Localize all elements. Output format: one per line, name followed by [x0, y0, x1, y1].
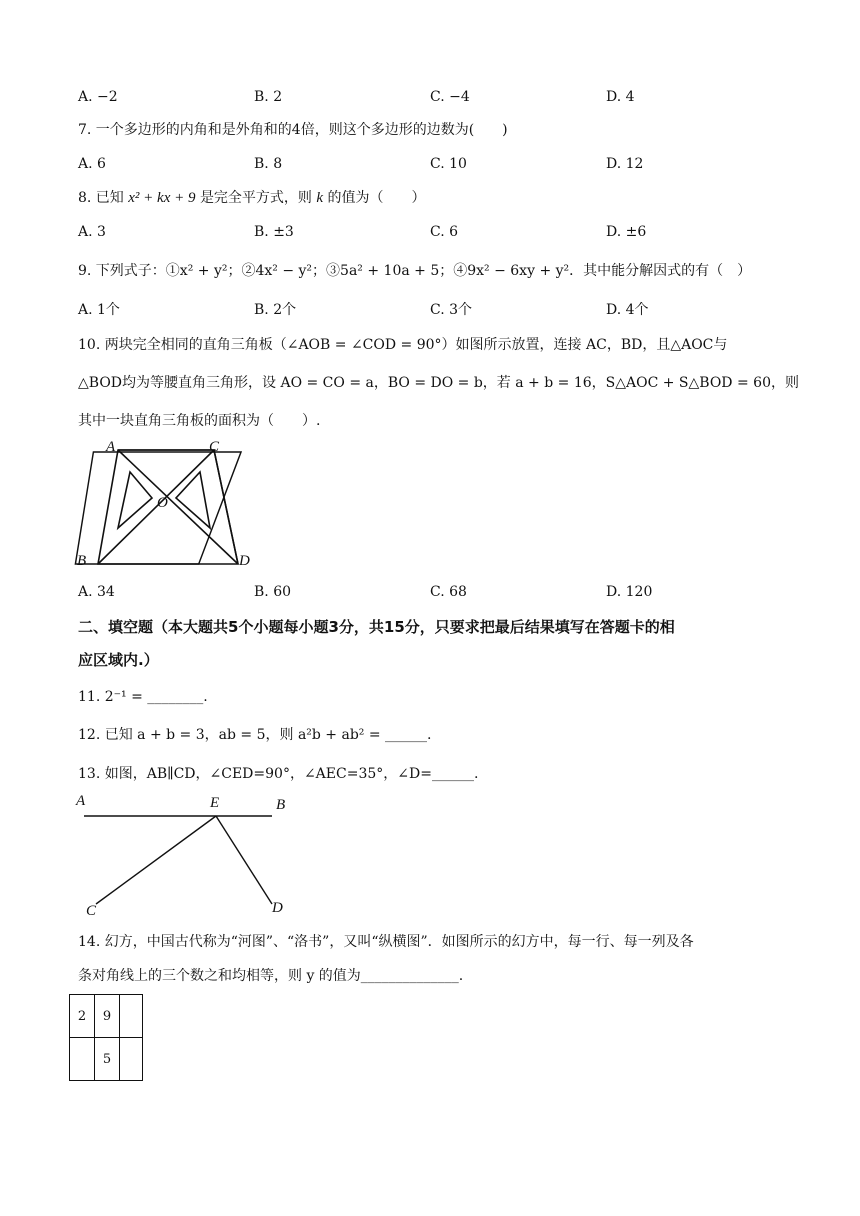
q10-label-b: B: [77, 553, 87, 569]
q10-triangle-figure: [74, 436, 264, 576]
q13-parallel-lines-figure: [78, 794, 298, 916]
q6-option-c: C. −4: [430, 89, 470, 105]
q8-option-d: D. ±6: [606, 224, 647, 240]
magic-square-cell: [70, 1038, 95, 1081]
q7-option-a: A. 6: [78, 156, 106, 172]
q8-option-a: A. 3: [78, 224, 106, 240]
q6-option-a: A. −2: [78, 89, 118, 105]
q10-option-d: D. 120: [606, 584, 653, 600]
magic-square-cell: [120, 995, 143, 1038]
magic-square-cell: [120, 1038, 143, 1081]
q11-text: 11. 2⁻¹ = ________.: [78, 689, 208, 705]
q10-label-c: C: [209, 439, 220, 455]
magic-square-grid: [69, 994, 143, 1081]
q7-option-b: B. 8: [254, 156, 283, 172]
q9-option-d: D. 4个: [606, 302, 649, 318]
q8-option-b: B. ±3: [254, 224, 294, 240]
q10-label-a: A: [106, 439, 116, 455]
magic-square-row: [70, 1038, 143, 1081]
magic-square-cell: 2: [70, 995, 95, 1038]
q7-option-c: C. 10: [430, 156, 467, 172]
q8-stem: [78, 187, 426, 209]
q7-stem: 7. 一个多边形的内角和是外角和的4倍，则这个多边形的边数为( ): [78, 122, 508, 138]
q13-label-e: E: [210, 795, 220, 811]
q13-label-c: C: [86, 903, 97, 919]
q13-label-a: A: [76, 793, 86, 809]
q8-prefix: 8. 已知: [78, 190, 124, 206]
magic-square-cell: 9: [95, 995, 120, 1038]
q14-line-2: 条对角线上的三个数之和均相等，则 y 的值为______________.: [78, 968, 464, 984]
q10-label-d: D: [239, 553, 250, 569]
q8-option-c: C. 6: [430, 224, 459, 240]
q9-stem: 9. 下列式子：①x² + y²；②4x² − y²；③5a² + 10a + 5；④9x² − 6xy + y²．其中能分解因式的有（ ）: [78, 263, 752, 279]
magic-square-row: [70, 995, 143, 1038]
magic-square-cell: 5: [95, 1038, 120, 1081]
q12-text: 12. 已知 a + b = 3，ab = 5，则 a²b + ab² = ______.: [78, 727, 432, 743]
q10-line-2: △BOD均为等腰直角三角形，设 AO = CO = a，BO = DO = b，若 a + b = 16，S△AOC + S△BOD = 60，则: [78, 375, 799, 391]
section-2-heading-line-2: 应区域内.）: [78, 651, 159, 669]
q13-label-d: D: [272, 900, 283, 916]
q8-suffix: 的值为（ ）: [327, 190, 426, 206]
q7-option-d: D. 12: [606, 156, 644, 172]
q9-option-c: C. 3个: [430, 302, 473, 318]
section-2-heading-line-1: 二、填空题（本大题共5个小题每小题3分，共15分，只要求把最后结果填写在答题卡的相: [78, 618, 675, 636]
q10-option-c: C. 68: [430, 584, 467, 600]
q14-line-1: 14. 幻方，中国古代称为“河图”、“洛书”，又叫“纵横图”．如图所示的幻方中，每一行、每一列及各: [78, 934, 694, 950]
q10-line-3: 其中一块直角三角板的面积为（ ）.: [78, 413, 321, 429]
q8-mid: 是完全平方式，则: [199, 190, 312, 206]
q13-text: 13. 如图，AB∥CD，∠CED=90°，∠AEC=35°，∠D=______.: [78, 766, 479, 782]
q10-line-1: 10. 两块完全相同的直角三角板（∠AOB = ∠COD = 90°）如图所示放置，连接 AC，BD，且△AOC与: [78, 337, 728, 353]
q10-label-o: O: [157, 495, 168, 511]
q13-label-b: B: [276, 797, 286, 813]
q8-expression: x² + kx + 9: [128, 190, 196, 206]
q8-variable: k: [316, 190, 324, 206]
q9-option-a: A. 1个: [78, 302, 120, 318]
q10-option-b: B. 60: [254, 584, 292, 600]
q10-option-a: A. 34: [78, 584, 115, 600]
q6-option-d: D. 4: [606, 89, 635, 105]
q9-option-b: B. 2个: [254, 302, 297, 318]
q6-option-b: B. 2: [254, 89, 283, 105]
